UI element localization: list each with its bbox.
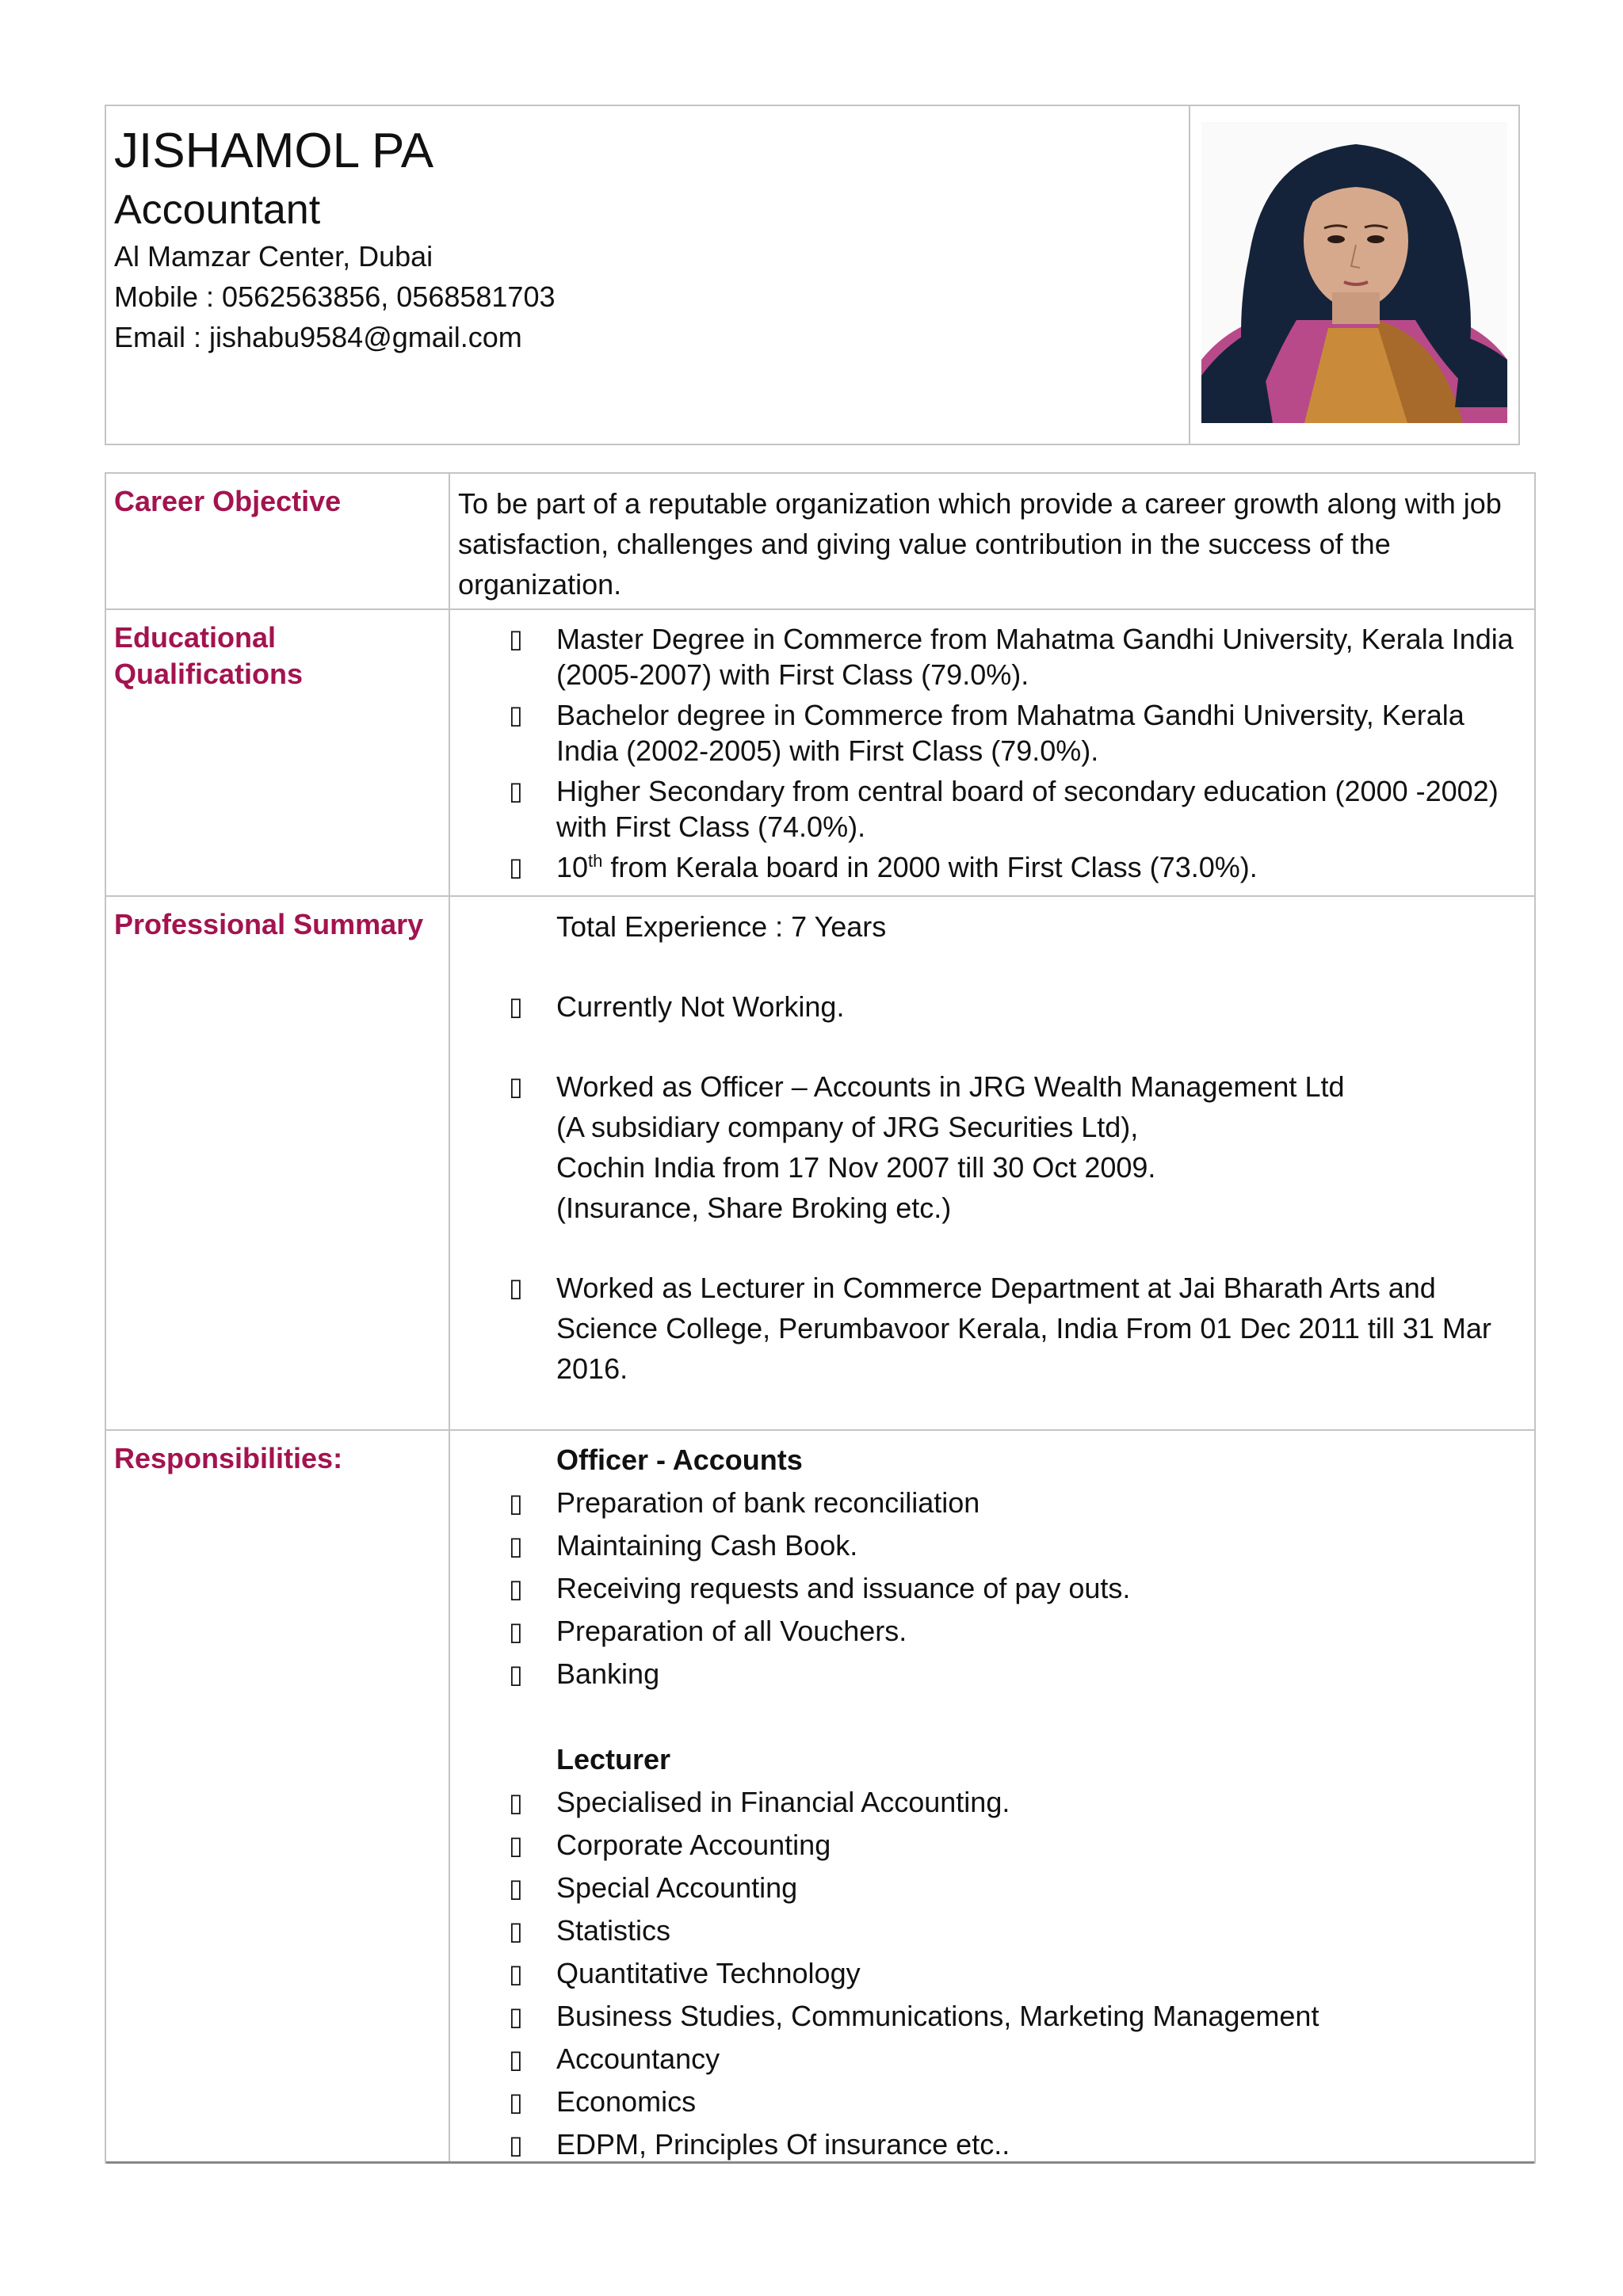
responsibility-text: Preparation of all Vouchers. [556,1615,907,1647]
bullet-icon: ▯ [509,1616,523,1646]
content-cell [450,1431,1534,2161]
summary-item-text: Currently Not Working. [556,990,845,1023]
bullet-icon: ▯ [509,1071,523,1101]
mobile: Mobile : 0562563856, 0568581703 [114,280,556,313]
bullet-icon: ▯ [509,2001,523,2031]
bullet-icon: ▯ [509,2130,523,2160]
bullet-icon: ▯ [509,1272,523,1302]
label-cell [106,610,450,895]
responsibility-text: Economics [556,2085,697,2118]
photo-cell [1189,106,1520,444]
list-item [458,1482,1526,1524]
list-item [458,1952,1526,1995]
education-row [106,610,1534,897]
list-item [458,1610,1526,1653]
list-item [458,1066,1526,1228]
responsibility-text: Business Studies, Communications, Marketing Management [556,2000,1319,2032]
education-item-text: 10 [556,851,589,883]
responsibility-text: EDPM, Principles Of insurance etc.. [556,2128,1010,2161]
label-cell [106,1431,450,2161]
address: Al Mamzar Center, Dubai [114,240,433,273]
professional-summary-row [106,897,1534,1431]
responsibilities-row [106,1431,1534,2164]
profile-photo [1201,122,1507,423]
list-item [458,621,1526,692]
responsibility-text: Statistics [556,1914,671,1947]
summary-item-line: (Insurance, Share Broking etc.) [556,1192,952,1224]
summary-list [458,986,1526,1027]
bullet-icon: ▯ [509,991,523,1021]
bullet-icon: ▯ [509,700,523,730]
list-item [458,773,1526,845]
bullet-icon: ▯ [509,2087,523,2117]
content-cell [450,474,1534,608]
responsibilities-label: Responsibilities: [114,1442,343,1474]
list-item [458,1867,1526,1909]
resume-table [105,472,1536,2164]
bullet-icon: ▯ [509,1873,523,1903]
responsibility-text: Receiving requests and issuance of pay outs. [556,1572,1131,1604]
bullet-icon: ▯ [509,1659,523,1689]
list-item [458,1995,1526,2038]
bullet-icon: ▯ [509,1488,523,1518]
bullet-icon: ▯ [509,1573,523,1604]
education-item-text: Bachelor degree in Commerce from Mahatma Gandhi University, Kerala India (2002-2005) with First Class (79.0%). [556,699,1465,767]
list-item [458,1268,1526,1389]
list-item [458,1567,1526,1610]
responsibility-text: Accountancy [556,2042,720,2075]
content-cell [450,610,1534,895]
bullet-icon: ▯ [509,624,523,654]
header-text [114,122,556,357]
list-item [458,2123,1526,2166]
education-item-text: from Kerala board in 2000 with First Class (73.0%). [602,851,1258,883]
bullet-icon: ▯ [509,1830,523,1860]
label-cell [106,897,450,1429]
list-item [458,849,1526,885]
lecturer-heading: Lecturer [556,1743,671,1775]
bullet-icon: ▯ [509,2044,523,2074]
list-item [458,1909,1526,1952]
content-cell [450,897,1534,1429]
responsibility-text: Specialised in Financial Accounting. [556,1786,1010,1818]
summary-item-line: Cochin India from 17 Nov 2007 till 30 Oct 2009. [556,1151,1156,1184]
superscript: th [588,851,603,871]
list-item [458,1781,1526,1824]
email: Email : jishabu9584@gmail.com [114,321,522,353]
professional-summary-label: Professional Summary [114,908,424,940]
summary-list [458,1268,1526,1389]
list-item [458,1524,1526,1567]
job-title: Accountant [114,187,321,233]
bullet-icon: ▯ [509,1787,523,1817]
bullet-icon: ▯ [509,1958,523,1989]
lecturer-list [458,1781,1526,2166]
career-objective-text: To be part of a reputable organization which provide a career growth along with job satisfaction, challenges and giving value contribution in the success of the organization. [458,487,1502,601]
bullet-icon: ▯ [509,776,523,806]
bullet-icon: ▯ [509,1531,523,1561]
list-item [458,1653,1526,1695]
education-item-text: Master Degree in Commerce from Mahatma Gandhi University, Kerala India (2005-2007) with First Class (79.0%). [556,623,1514,691]
list-item [458,2081,1526,2123]
candidate-name: JISHAMOL PA [114,124,434,178]
responsibility-text: Quantitative Technology [556,1957,861,1989]
responsibility-text: Maintaining Cash Book. [556,1529,858,1562]
summary-item-line: Worked as Officer – Accounts in JRG Wealth Management Ltd [556,1070,1345,1103]
responsibility-text: Corporate Accounting [556,1829,831,1861]
summary-list [458,1066,1526,1228]
bullet-icon: ▯ [509,1916,523,1946]
list-item [458,697,1526,769]
list-item [458,2038,1526,2081]
education-label-line1: Educational [114,621,277,654]
responsibility-text: Banking [556,1657,660,1690]
bullet-icon: ▯ [509,852,523,882]
education-item-text: Higher Secondary from central board of secondary education (2000 -2002) with First Class (74.0%). [556,775,1499,843]
list-item [458,986,1526,1027]
list-item [458,1824,1526,1867]
total-experience: Total Experience : 7 Years [556,910,887,943]
officer-list [458,1482,1526,1695]
label-cell [106,474,450,608]
responsibility-text: Special Accounting [556,1871,798,1904]
education-list [458,621,1526,885]
education-label-line2: Qualifications [114,658,304,690]
officer-heading: Officer - Accounts [556,1444,803,1476]
responsibility-text: Preparation of bank reconciliation [556,1486,980,1519]
career-objective-label: Career Objective [114,485,342,517]
header-box [105,105,1520,445]
profile-photo-graphic [1201,122,1507,423]
summary-item-line: (A subsidiary company of JRG Securities Ltd), [556,1111,1139,1143]
career-objective-row [106,474,1534,610]
summary-item-text: Worked as Lecturer in Commerce Department at Jai Bharath Arts and Science College, Perumbavoor Kerala, India From 01 Dec 2011 till 31 Mar 2016. [556,1272,1491,1385]
